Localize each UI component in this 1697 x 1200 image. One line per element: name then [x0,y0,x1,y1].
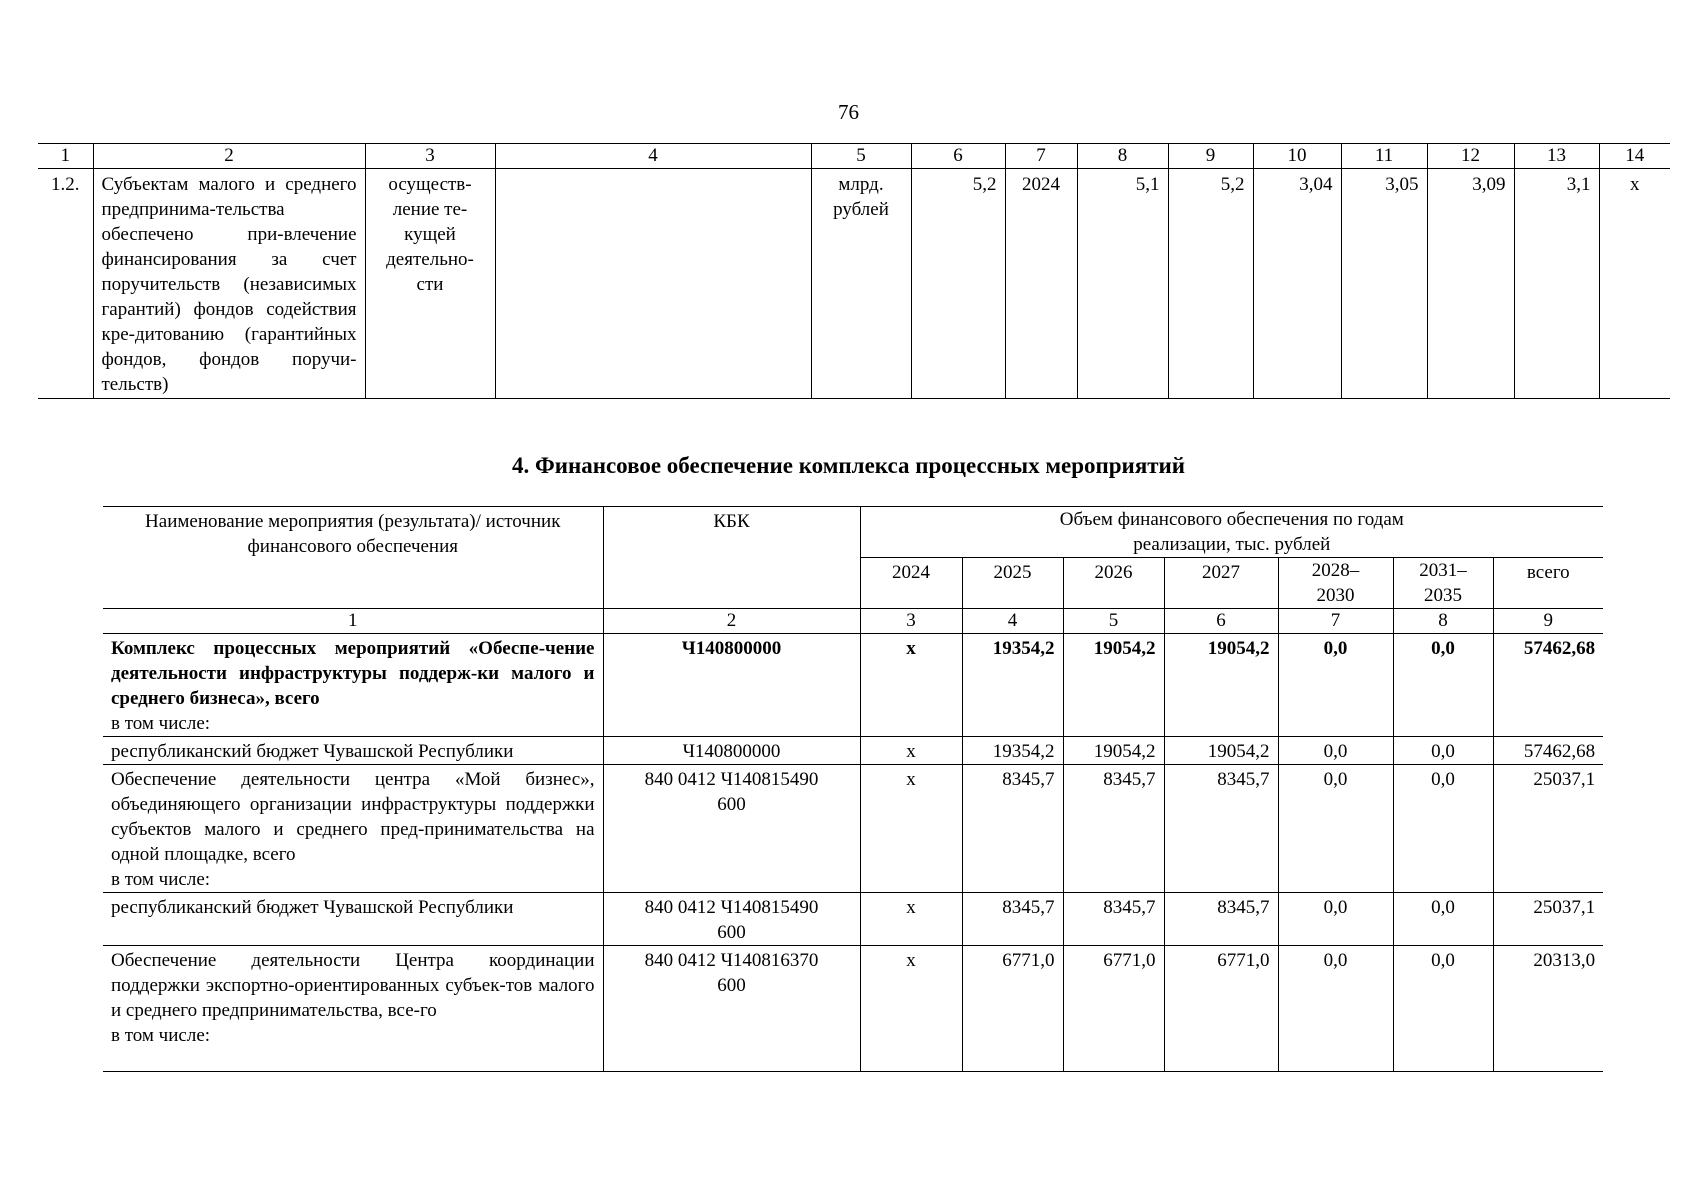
kbk-code: Ч140800000 [603,634,860,737]
value-2028-2030: 0,0 [1278,765,1393,893]
value-total: 57462,68 [1493,634,1603,737]
table-row [103,634,1603,737]
value-2025: 5,1 [1077,169,1168,399]
column-number: 8 [1393,609,1493,634]
including-label: в том числе: [111,869,211,890]
table-row [103,765,1603,893]
table-row [103,946,1603,1072]
value-2025: 19354,2 [962,634,1063,737]
header-year: 2024 [860,558,962,609]
header-year: 2028–2030 [1278,558,1393,609]
value-total: 57462,68 [1493,737,1603,765]
column-14-value: х [1599,169,1670,399]
header-year: 2031–2035 [1393,558,1493,609]
activity-name-cell [103,765,603,893]
header-volume: Объем финансового обеспечения по годам реализации, тыс. рублей [860,507,1603,558]
header-total: всего [1493,558,1603,609]
table-row [38,169,1670,399]
value-2028: 3,05 [1341,169,1427,399]
value-2025: 8345,7 [962,893,1063,946]
column-number: 3 [860,609,962,634]
header-year: 2025 [962,558,1063,609]
value-2028-2030: 0,0 [1278,737,1393,765]
column-number: 11 [1341,144,1427,169]
value-2027: 19054,2 [1164,737,1278,765]
value-2031-2035: 0,0 [1393,893,1493,946]
base-year: 2024 [1005,169,1077,399]
header-year: 2026 [1063,558,1164,609]
value-2026: 8345,7 [1063,893,1164,946]
column-number: 7 [1278,609,1393,634]
header-year: 2027 [1164,558,1278,609]
financing-table [103,506,1603,1072]
including-label: в том числе: [111,1025,211,1046]
result-name: Субъектам малого и среднего предпринима-тельства обеспечено при-влечение финансирования за счет поручительств (независимых гарантий) фондов содействия кре-дитованию (гарантийных фондов, фондов поручи-тельств) [93,169,365,399]
value-2024: х [860,893,962,946]
column-number: 4 [962,609,1063,634]
value-2024: х [860,946,962,1072]
value-2026: 19054,2 [1063,634,1164,737]
value-2026: 19054,2 [1063,737,1164,765]
value-2028-2030: 0,0 [1278,634,1393,737]
kbk-code: Ч140800000 [603,737,860,765]
value-2027: 3,04 [1253,169,1341,399]
value-total: 25037,1 [1493,765,1603,893]
value-2029: 3,09 [1427,169,1514,399]
activity-name-cell [103,946,603,1072]
column-number: 1 [38,144,93,169]
table-row [103,737,1603,765]
value-2024: х [860,737,962,765]
indicators-table-continuation [38,143,1670,399]
column-number: 2 [93,144,365,169]
value-2030: 3,1 [1514,169,1599,399]
including-label: в том числе: [111,713,211,734]
kbk-code: 840 0412 Ч140816370 600 [603,946,860,1072]
column-number: 4 [495,144,811,169]
column-number: 13 [1514,144,1599,169]
column-number: 3 [365,144,495,169]
column-number: 5 [1063,609,1164,634]
activity-name-cell [103,634,603,737]
value-2031-2035: 0,0 [1393,946,1493,1072]
column-number: 6 [911,144,1005,169]
value-2031-2035: 0,0 [1393,765,1493,893]
column-number: 8 [1077,144,1168,169]
table-row [103,893,1603,946]
value-2026: 6771,0 [1063,946,1164,1072]
column-number: 7 [1005,144,1077,169]
value-2031-2035: 0,0 [1393,634,1493,737]
kbk-code: 840 0412 Ч140815490 600 [603,765,860,893]
column-number: 14 [1599,144,1670,169]
value-2026: 8345,7 [1063,765,1164,893]
value-2027: 8345,7 [1164,765,1278,893]
column-number: 6 [1164,609,1278,634]
header-kbk: КБК [603,507,860,609]
value-2028-2030: 0,0 [1278,946,1393,1072]
header-name: Наименование мероприятия (результата)/ источник финансового обеспечения [103,507,603,609]
unit: млрд. рублей [811,169,911,399]
value-2025: 8345,7 [962,765,1063,893]
result-description [495,169,811,399]
activity-name: Комплекс процессных мероприятий «Обеспе-чение деятельности инфраструктуры поддерж-ки малого и среднего бизнеса», всего [111,638,595,709]
section-title: 4. Финансовое обеспечение комплекса процессных мероприятий [511,453,1186,478]
activity-name: Обеспечение деятельности центра «Мой бизнес», объединяющего организации инфраструктуры поддержки субъектов малого и среднего пред-принимательства на одной площадке, всего [111,769,595,865]
value-2027: 19054,2 [1164,634,1278,737]
value-2025: 19354,2 [962,737,1063,765]
funding-source: республиканский бюджет Чувашской Республики [103,893,603,946]
value-total: 25037,1 [1493,893,1603,946]
result-type: осуществ-ление те-кущей деятельно-сти [365,169,495,399]
value-2026: 5,2 [1168,169,1253,399]
value-2031-2035: 0,0 [1393,737,1493,765]
base-value: 5,2 [911,169,1005,399]
column-number: 1 [103,609,603,634]
column-number: 10 [1253,144,1341,169]
row-number: 1.2. [38,169,93,399]
column-number: 12 [1427,144,1514,169]
value-2027: 6771,0 [1164,946,1278,1072]
value-2024: х [860,765,962,893]
funding-source: республиканский бюджет Чувашской Республики [103,737,603,765]
value-2025: 6771,0 [962,946,1063,1072]
value-2024: х [860,634,962,737]
column-number: 9 [1168,144,1253,169]
page-number: 76 [838,100,859,124]
value-2027: 8345,7 [1164,893,1278,946]
column-number: 9 [1493,609,1603,634]
kbk-code: 840 0412 Ч140815490 600 [603,893,860,946]
table-head-row [103,507,1603,558]
activity-name: Обеспечение деятельности Центра координации поддержки экспортно-ориентированных субъек-тов малого и среднего предпринимательства, все-го [111,950,595,1021]
value-2028-2030: 0,0 [1278,893,1393,946]
column-number: 2 [603,609,860,634]
column-number-row [38,144,1670,169]
column-number: 5 [811,144,911,169]
column-number-row [103,609,1603,634]
value-total: 20313,0 [1493,946,1603,1072]
